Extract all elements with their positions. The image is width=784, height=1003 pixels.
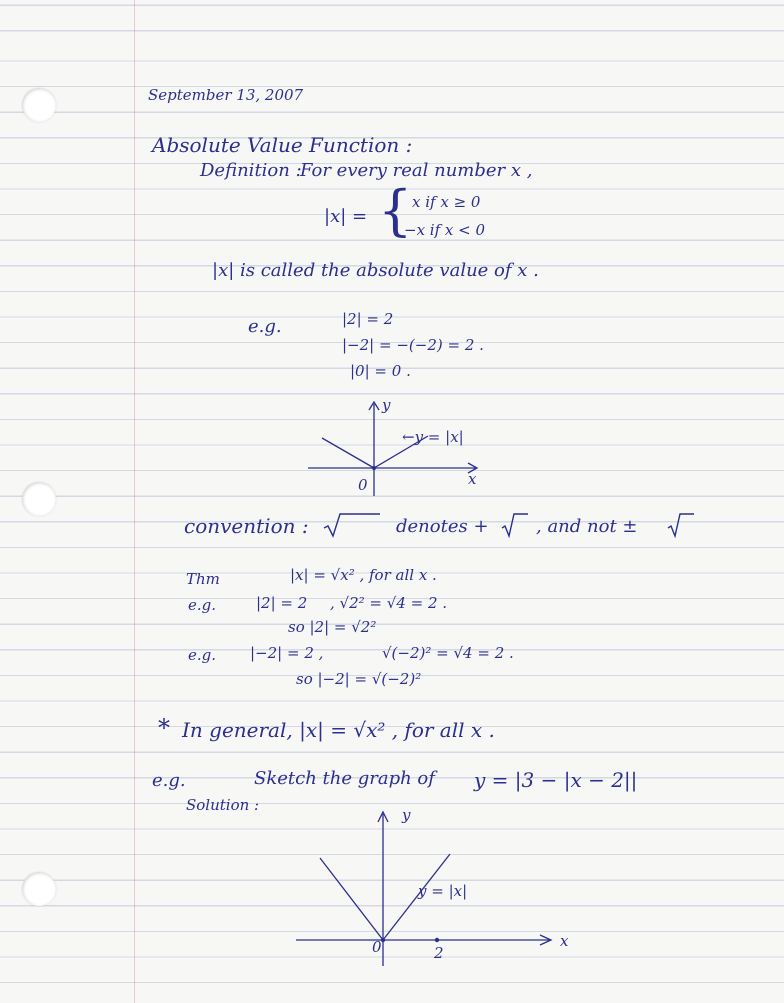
definition-label: Definition : — [200, 160, 302, 181]
example-label: e.g. — [248, 316, 282, 337]
binder-hole-middle — [22, 482, 56, 516]
convention-label: convention : — [184, 514, 309, 538]
graph1-origin-label: 0 — [358, 476, 368, 494]
definition-lhs: |x| = — [324, 206, 368, 227]
exercise-text: Sketch the graph of — [254, 768, 435, 789]
exercise-label: e.g. — [152, 770, 186, 791]
graph2-tick-label: 2 — [434, 944, 444, 962]
thm-statement: |x| = √x² , for all x . — [290, 566, 437, 584]
example2-line-2: so |2| = √2² — [288, 618, 377, 636]
example2-line-4: so |−2| = √(−2)² — [296, 670, 422, 688]
example2-label-1: e.g. — [188, 596, 217, 614]
case-negative: −x if x < 0 — [404, 221, 486, 239]
example-line-1: |2| = 2 — [342, 310, 394, 328]
thm-label: Thm — [186, 570, 220, 588]
example2-line-1b: , √2² = √4 = 2 . — [330, 594, 448, 612]
graph1-x-label: x — [468, 470, 477, 488]
absolute-value-called: |x| is called the absolute value of x . — [212, 260, 539, 281]
binder-hole-bottom — [22, 872, 56, 906]
general-statement: In general, |x| = √x² , for all x . — [182, 718, 495, 742]
example2-label-2: e.g. — [188, 646, 217, 664]
page-title: Absolute Value Function : — [152, 133, 413, 157]
example-line-3: |0| = 0 . — [350, 362, 411, 380]
general-star: * — [158, 714, 170, 742]
radical-sign-1 — [322, 512, 382, 540]
convention-end: , and not ± — [536, 516, 638, 537]
convention-middle: denotes + — [396, 516, 489, 537]
exercise-equation: y = |3 − |x − 2|| — [474, 768, 638, 792]
graph2-y-label: y — [402, 806, 411, 824]
definition-text: For every real number x , — [300, 160, 533, 181]
cases-brace: { — [378, 179, 413, 242]
graph1-curve-label: ←y = |x| — [402, 428, 464, 446]
graph2-curve-label: y = |x| — [418, 882, 468, 900]
graph2-x-label: x — [560, 932, 569, 950]
graph-abs-x — [300, 396, 500, 506]
solution-label: Solution : — [186, 796, 260, 814]
case-nonnegative: x if x ≥ 0 — [412, 193, 481, 211]
margin-line — [134, 0, 135, 1003]
radical-sign-3 — [666, 512, 696, 540]
example-line-2: |−2| = −(−2) = 2 . — [342, 336, 484, 354]
example2-line-1a: |2| = 2 — [256, 594, 308, 612]
example2-line-3a: |−2| = 2 , — [250, 644, 324, 662]
graph1-y-label: y — [382, 396, 391, 414]
example2-line-3b: √(−2)² = √4 = 2 . — [382, 644, 514, 662]
binder-hole-top — [22, 88, 56, 122]
radical-sign-2 — [500, 512, 530, 540]
graph2-origin-label: 0 — [372, 938, 382, 956]
page-date: September 13, 2007 — [148, 86, 304, 104]
